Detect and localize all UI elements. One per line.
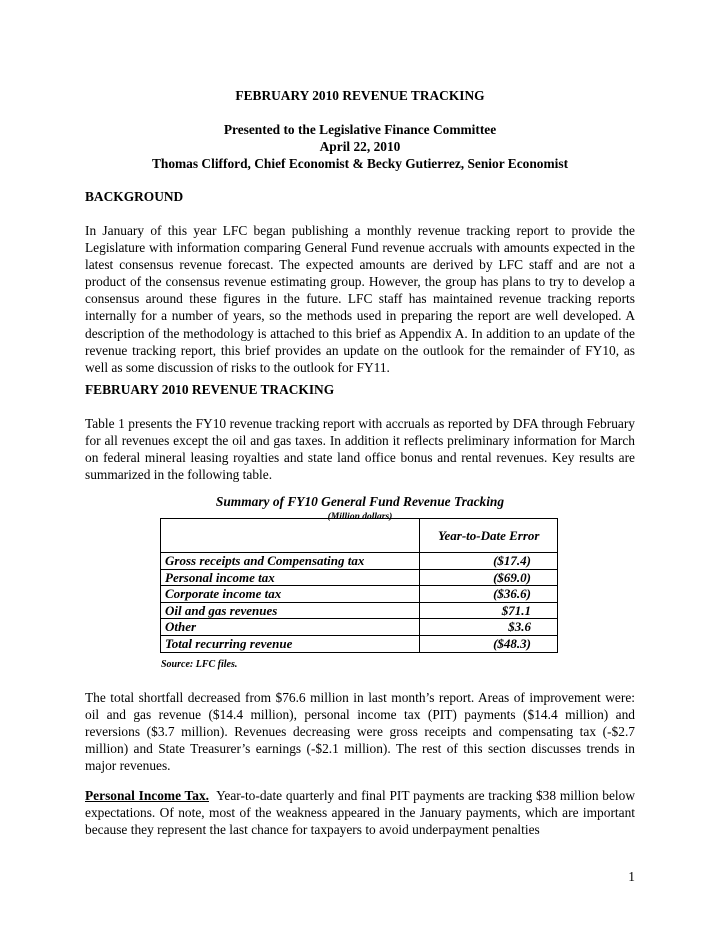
table-row — [161, 553, 558, 570]
page-number: 1 — [628, 869, 635, 884]
pit-heading: Personal Income Tax. — [85, 788, 209, 803]
table-column-header: Year-to-Date Error — [420, 519, 558, 553]
table-row — [161, 586, 558, 603]
row-value: ($36.6) — [420, 586, 558, 603]
tracking-paragraph: Table 1 presents the FY10 revenue tracking report with accruals as reported by DFA through February for all revenues except the oil and gas taxes. In addition it reflects preliminary information for March on federal mineral leasing royalties and state land office bonus and rental revenues. Key results are summarized in the following table. — [85, 416, 635, 483]
pit-paragraph — [85, 787, 635, 838]
table-header-row — [161, 519, 558, 553]
document-title: FEBRUARY 2010 REVENUE TRACKING — [235, 88, 485, 103]
authors-line: Thomas Clifford, Chief Economist & Becky Gutierrez, Senior Economist — [151, 156, 569, 171]
row-value: ($17.4) — [420, 553, 558, 570]
row-label: Other — [161, 619, 420, 636]
table-row — [161, 602, 558, 619]
table-row — [161, 619, 558, 636]
table-row — [161, 635, 558, 652]
pit-text: Year-to-date quarterly and final PIT payments are tracking $38 million below expectations. Of note, most of the weakness appeared in the January payments, which are important because they represent the last chance for taxpayers to avoid underpayment penalties — [85, 788, 636, 838]
shortfall-paragraph: The total shortfall decreased from $76.6 million in last month’s report. Areas of improvement were: oil and gas revenue ($14.4 million), personal income tax (PIT) payments ($14.4 million) and reversions ($3.7 million). Revenues decreasing were gross receipts and compensating tax (-$2.7 million) and State Treasurer’s earnings (-$2.1 million). The rest of this section discusses trends in major revenues. — [85, 690, 635, 774]
row-value: ($48.3) — [420, 635, 558, 652]
table-header-blank — [161, 519, 420, 553]
row-label: Personal income tax — [161, 569, 420, 586]
background-heading: BACKGROUND — [85, 189, 184, 204]
table-row — [161, 569, 558, 586]
row-label: Total recurring revenue — [161, 635, 420, 652]
table-source: Source: LFC files. — [161, 659, 238, 670]
date-line: April 22, 2010 — [319, 139, 401, 154]
row-label: Corporate income tax — [161, 586, 420, 603]
summary-table — [160, 518, 558, 653]
tracking-heading: FEBRUARY 2010 REVENUE TRACKING — [85, 382, 335, 397]
row-label: Oil and gas revenues — [161, 602, 420, 619]
row-value: $3.6 — [420, 619, 558, 636]
row-value: $71.1 — [420, 602, 558, 619]
table-caption: Summary of FY10 General Fund Revenue Tracking — [215, 494, 505, 509]
presented-line: Presented to the Legislative Finance Committee — [223, 122, 497, 137]
row-value: ($69.0) — [420, 569, 558, 586]
row-label: Gross receipts and Compensating tax — [161, 553, 420, 570]
table-units: (Million dollars) — [327, 512, 393, 522]
background-paragraph: In January of this year LFC began publishing a monthly revenue tracking report to provide the Legislature with information comparing General Fund revenue accruals with amounts expected in the latest consensus revenue forecast. The expected amounts are derived by LFC staff and are not a product of the consensus revenue estimating group. However, the group has plans to try to develop a consensus around these figures in the future. LFC staff has maintained revenue tracking reports internally for a number of years, so the methods used in preparing the report are well developed. A description of the methodology is attached to this brief as Appendix A. In addition to an update of the revenue tracking report, this brief provides an update on the outlook for the remainder of FY10, as well as some discussion of risks to the outlook for FY11. — [85, 223, 635, 375]
